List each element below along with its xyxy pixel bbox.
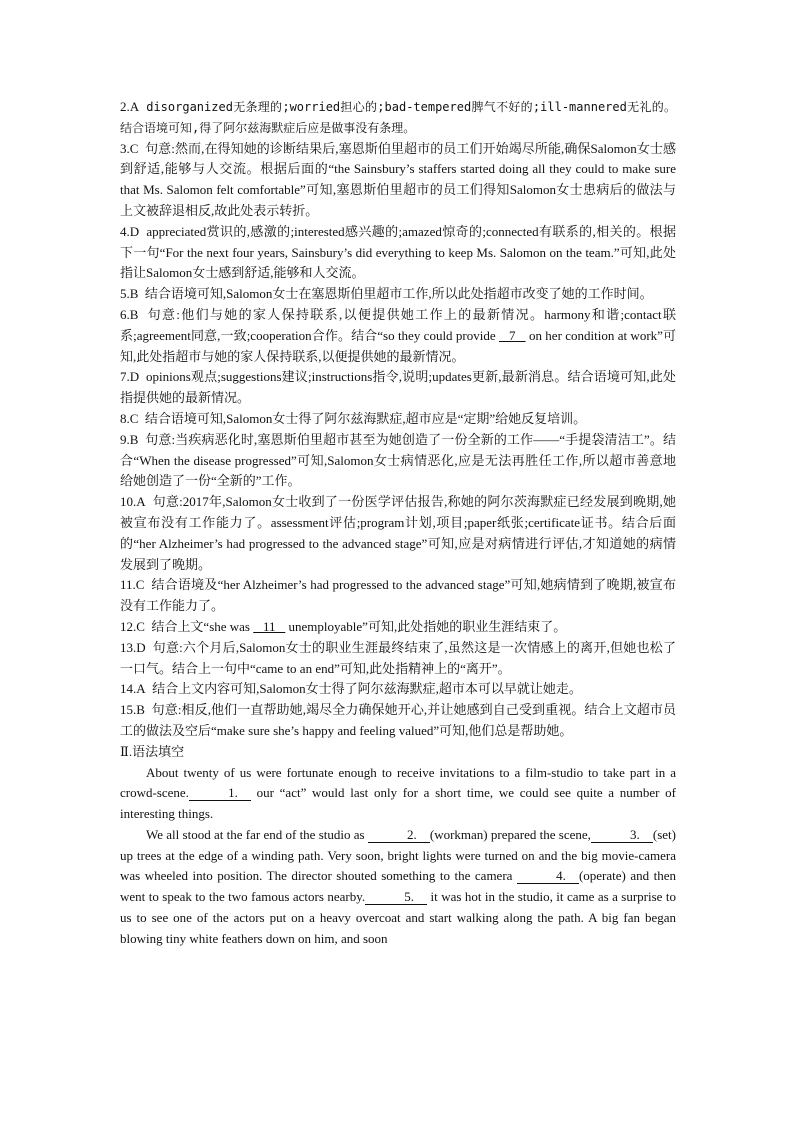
answer-text-after: on her condition at work”可知,此处指超市与她的家人保持联系,以便提供她的最新情况。	[120, 327, 677, 364]
answer-text: 结合语境可知,Salomon女士得了阿尔兹海默症,超市应是“定期”给她反复培训。	[144, 410, 587, 426]
answer-item	[120, 679, 676, 700]
document-page	[120, 97, 676, 950]
answer-number: 4.D	[120, 223, 140, 239]
passage-text: We all stood at the far end of the studio as	[146, 826, 368, 842]
gap-blank-3[interactable]	[591, 828, 653, 843]
answer-item	[120, 367, 676, 409]
passage-text: our “act” would last only for a short time, we could see quite a number of interesting things.	[120, 785, 676, 822]
passage-paragraph	[120, 763, 676, 825]
answer-item	[120, 575, 676, 617]
answer-number: 12.C	[120, 618, 145, 634]
answer-item	[120, 430, 676, 492]
answer-text: 句意:他们与她的家人保持联系,以便提供她工作上的最新情况。harmony和谐;contact联系;agreement同意,一致;cooperation合作。结合“so they could provide	[120, 306, 677, 343]
answer-number: 3.C	[120, 140, 139, 156]
answer-number: 9.B	[120, 431, 139, 447]
answer-number: 10.A	[120, 494, 146, 510]
quote-blank	[253, 619, 285, 634]
answer-number: 2.A	[120, 99, 140, 114]
passage-text: (set) up trees at the edge of a winding path. Very soon, bright lights were turned on and the big movie-camera was wheeled into position. The director shouted something to the camera	[120, 826, 676, 884]
gap-number: 2.	[406, 826, 417, 842]
answer-text: 句意:六个月后,Salomon女士的职业生涯最终结束了,虽然这是一次情感上的离开,但她也松了一口气。结合上一句中“came to an end”可知,此处指精神上的“离开”。	[120, 639, 676, 676]
answer-number: 6.B	[120, 306, 139, 322]
answer-item	[120, 222, 676, 284]
answer-item	[120, 492, 676, 575]
gap-number: 1.	[228, 785, 238, 801]
passage-paragraph	[120, 825, 676, 950]
answer-text: 句意:相反,他们一直帮助她,竭尽全力确保她开心,并让她感到自己受到重视。结合上文超市员工的做法及空后“make sure she’s happy and feeling valued”可知,他们总是帮助她。	[120, 702, 676, 738]
answer-number: 5.B	[120, 286, 139, 302]
gap-blank-4[interactable]	[517, 869, 579, 884]
answer-item	[120, 700, 676, 742]
answer-item	[120, 617, 676, 638]
passage-text: it was hot in the studio, it came as a surprise to us to see one of the actors put on a heavy overcoat and start walking along the path. A big fan began blowing tiny white feathers down on him, and soon	[120, 889, 677, 946]
gap-blank-1[interactable]	[189, 786, 251, 801]
gap-number: 5.	[404, 889, 414, 905]
answer-text: 句意:然而,在得知她的诊断结果后,塞恩斯伯里超市的员工们开始竭尽所能,确保Salomon女士感到舒适,能够与人交流。根据后面的“the Sainsbury’s staffers started doing all they could to make sure that Ms. Salomon felt comfortable”可知,塞恩斯伯里超市的员工们得知Salomon女士患病后的做法与上文被辞退相反,故此处表示转折。	[120, 140, 676, 218]
gap-blank-2[interactable]	[368, 828, 430, 843]
quote-blank-number: 7	[509, 327, 516, 343]
answer-text: 结合上文内容可知,Salomon女士得了阿尔兹海默症,超市本可以早就让她走。	[152, 681, 582, 697]
passage	[120, 763, 676, 950]
passage-text: (workman) prepared the scene,	[429, 826, 591, 842]
quote-blank	[499, 328, 526, 343]
passage-text: (operate) and then went to speak to the two famous actors nearby.	[120, 868, 677, 905]
answer-number: 7.D	[120, 369, 140, 385]
gap-blank-5[interactable]	[365, 890, 427, 905]
answer-number: 8.C	[120, 410, 139, 426]
answer-text: 结合上文“she was	[151, 618, 254, 634]
answer-number: 15.B	[120, 702, 145, 718]
section-title: Ⅱ.语法填空	[120, 743, 185, 759]
answer-item	[120, 284, 676, 305]
answer-number: 13.D	[120, 639, 146, 655]
answer-number: 14.A	[120, 681, 146, 697]
answer-item	[120, 139, 676, 222]
answer-text-after: unemployable”可知,此处指她的职业生涯结束了。	[285, 618, 567, 634]
gap-number: 3.	[630, 826, 640, 842]
answer-text: 结合语境可知,Salomon女士在塞恩斯伯里超市工作,所以此处指超市改变了她的工作时间。	[144, 286, 653, 302]
answer-item	[120, 638, 676, 680]
answer-text: appreciated赏识的,感激的;interested感兴趣的;amazed惊奇的;connected有联系的,相关的。根据下一句“For the next four years, Sainsbury’s did everything to keep Ms. Salomon on the team.”可知,此处指让Salomon女士感到舒适,能够和人交流。	[120, 223, 677, 281]
passage-text: About twenty of us were fortunate enough to receive invitations to a film-studio to take part in a crowd-scene.	[120, 764, 676, 801]
answer-text: 句意:当疾病恶化时,塞恩斯伯里超市甚至为她创造了一份全新的工作——“手提袋清洁工”。结合“When the disease progressed”可知,Salomon女士病情恶化,应是无法再胜任工作,所以超市善意地给她创造了一份“全新的”工作。	[120, 431, 677, 489]
gap-number: 4.	[556, 868, 566, 884]
answer-text: 结合语境及“her Alzheimer’s had progressed to the advanced stage”可知,她病情到了晚期,被宣布没有工作能力了。	[120, 577, 677, 614]
answer-list	[120, 97, 676, 742]
answer-item	[120, 97, 676, 139]
answer-text: 句意:2017年,Salomon女士收到了一份医学评估报告,称她的阿尔茨海默症已经发展到晚期,她被宣布没有工作能力了。assessment评估;program计划,项目;paper纸张;certificate证书。结合后面的“her Alzheimer’s had progressed to the advanced stage”可知,应是对病情进行评估,才知道她的病情发展到了晚期。	[120, 494, 677, 572]
answer-item	[120, 305, 676, 367]
answer-number: 11.C	[120, 577, 145, 593]
answer-text: opinions观点;suggestions建议;instructions指令,说明;updates更新,最新消息。结合语境可知,此处指提供她的最新情况。	[120, 369, 677, 406]
answer-text: disorganized无条理的;worried担心的;bad-tempered脾气不好的;ill-mannered无礼的。结合语境可知,得了阿尔兹海默症后应是做事没有条理。	[120, 100, 676, 135]
answer-item	[120, 409, 676, 430]
quote-blank-number: 11	[263, 618, 276, 634]
